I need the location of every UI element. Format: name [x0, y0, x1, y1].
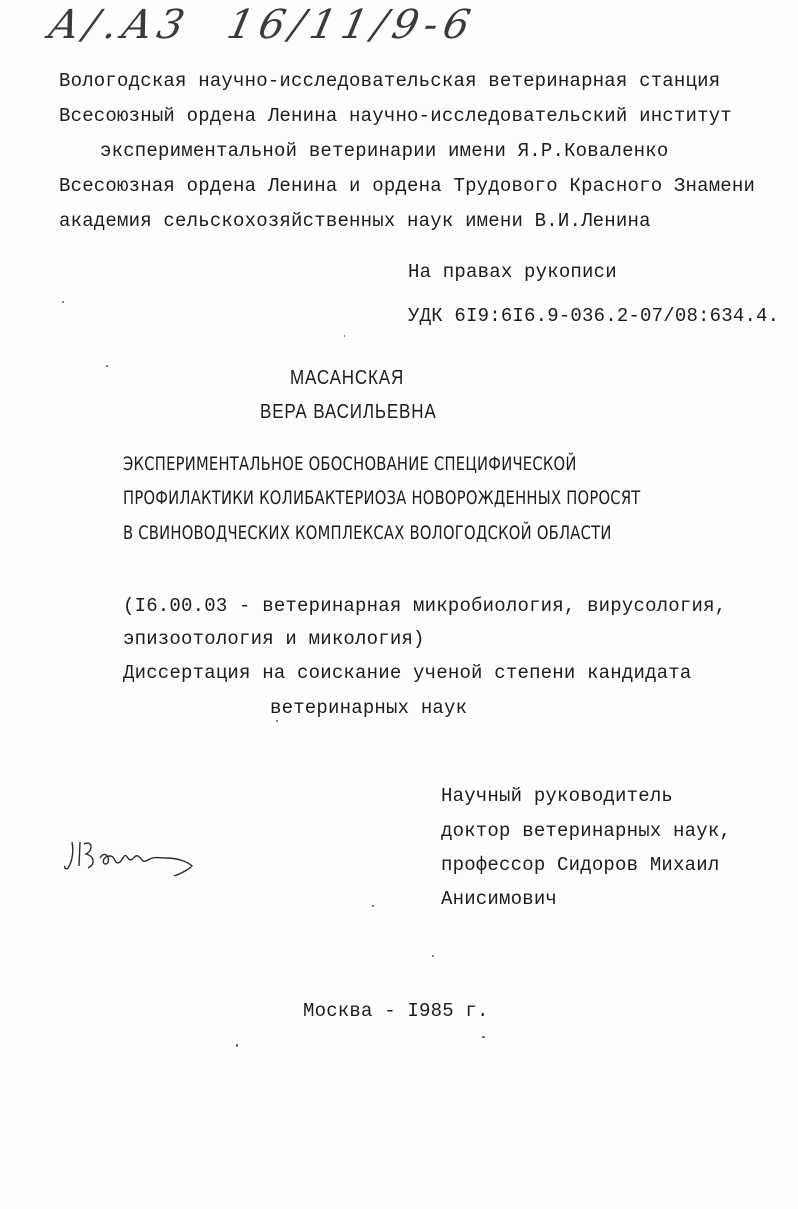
scan-speck — [432, 955, 434, 957]
dissertation-line-1: Диссертация на соискание ученой степени кандидата — [123, 662, 692, 684]
scan-speck — [344, 335, 345, 337]
author-given-names: ВЕРА ВАСИЛЬЕВНА — [260, 401, 437, 423]
manuscript-rights: На правах рукописи — [408, 261, 617, 283]
scan-speck — [62, 301, 64, 303]
scan-speck — [276, 720, 278, 722]
supervisor-line-2: доктор ветеринарных наук, — [441, 820, 732, 842]
institution-line-5: академия сельскохозяйственных наук имени В.И.Ленина — [59, 210, 651, 232]
place-and-year: Москва - I985 г. — [303, 1000, 489, 1022]
thesis-title-line-3: В СВИНОВОДЧЕСКИХ КОМПЛЕКСАХ ВОЛОГОДСКОЙ ОБЛАСТИ — [123, 522, 612, 544]
udk-code: УДК 6I9:6I6.9-036.2-07/08:634.4. — [408, 305, 780, 327]
author-surname: МАСАНСКАЯ — [290, 367, 405, 389]
scan-speck — [482, 1036, 485, 1038]
scan-speck — [236, 1044, 238, 1047]
scan-speck — [106, 365, 108, 367]
specialty-line-2: эпизоотология и микология) — [123, 628, 425, 650]
supervisor-line-1: Научный руководитель — [441, 785, 674, 807]
thesis-title-line-2: ПРОФИЛАКТИКИ КОЛИБАКТЕРИОЗА НОВОРОЖДЕННЫХ ПОРОСЯТ — [123, 487, 641, 509]
supervisor-line-3: профессор Сидоров Михаил — [441, 854, 720, 876]
dissertation-line-2: ветеринарных наук — [270, 697, 468, 719]
supervisor-line-4: Анисимович — [441, 888, 558, 910]
archive-stamp-number: 16/11/9-6 — [223, 2, 481, 48]
institution-line-2: Всесоюзный ордена Ленина научно-исследовательский институт — [59, 105, 732, 127]
scan-speck — [372, 905, 374, 907]
archive-stamp-code: A/.A3 — [45, 2, 195, 48]
thesis-title-line-1: ЭКСПЕРИМЕНТАЛЬНОЕ ОБОСНОВАНИЕ СПЕЦИФИЧЕСКОЙ — [123, 453, 577, 475]
institution-line-3: экспериментальной ветеринарии имени Я.Р.Коваленко — [100, 140, 669, 162]
institution-line-4: Всесоюзная ордена Ленина и ордена Трудового Красного Знамени — [59, 175, 756, 197]
institution-line-1: Вологодская научно-исследовательская ветеринарная станция — [59, 70, 721, 92]
author-signature — [62, 828, 202, 880]
specialty-line-1: (I6.00.03 - ветеринарная микробиология, вирусология, — [123, 595, 727, 617]
